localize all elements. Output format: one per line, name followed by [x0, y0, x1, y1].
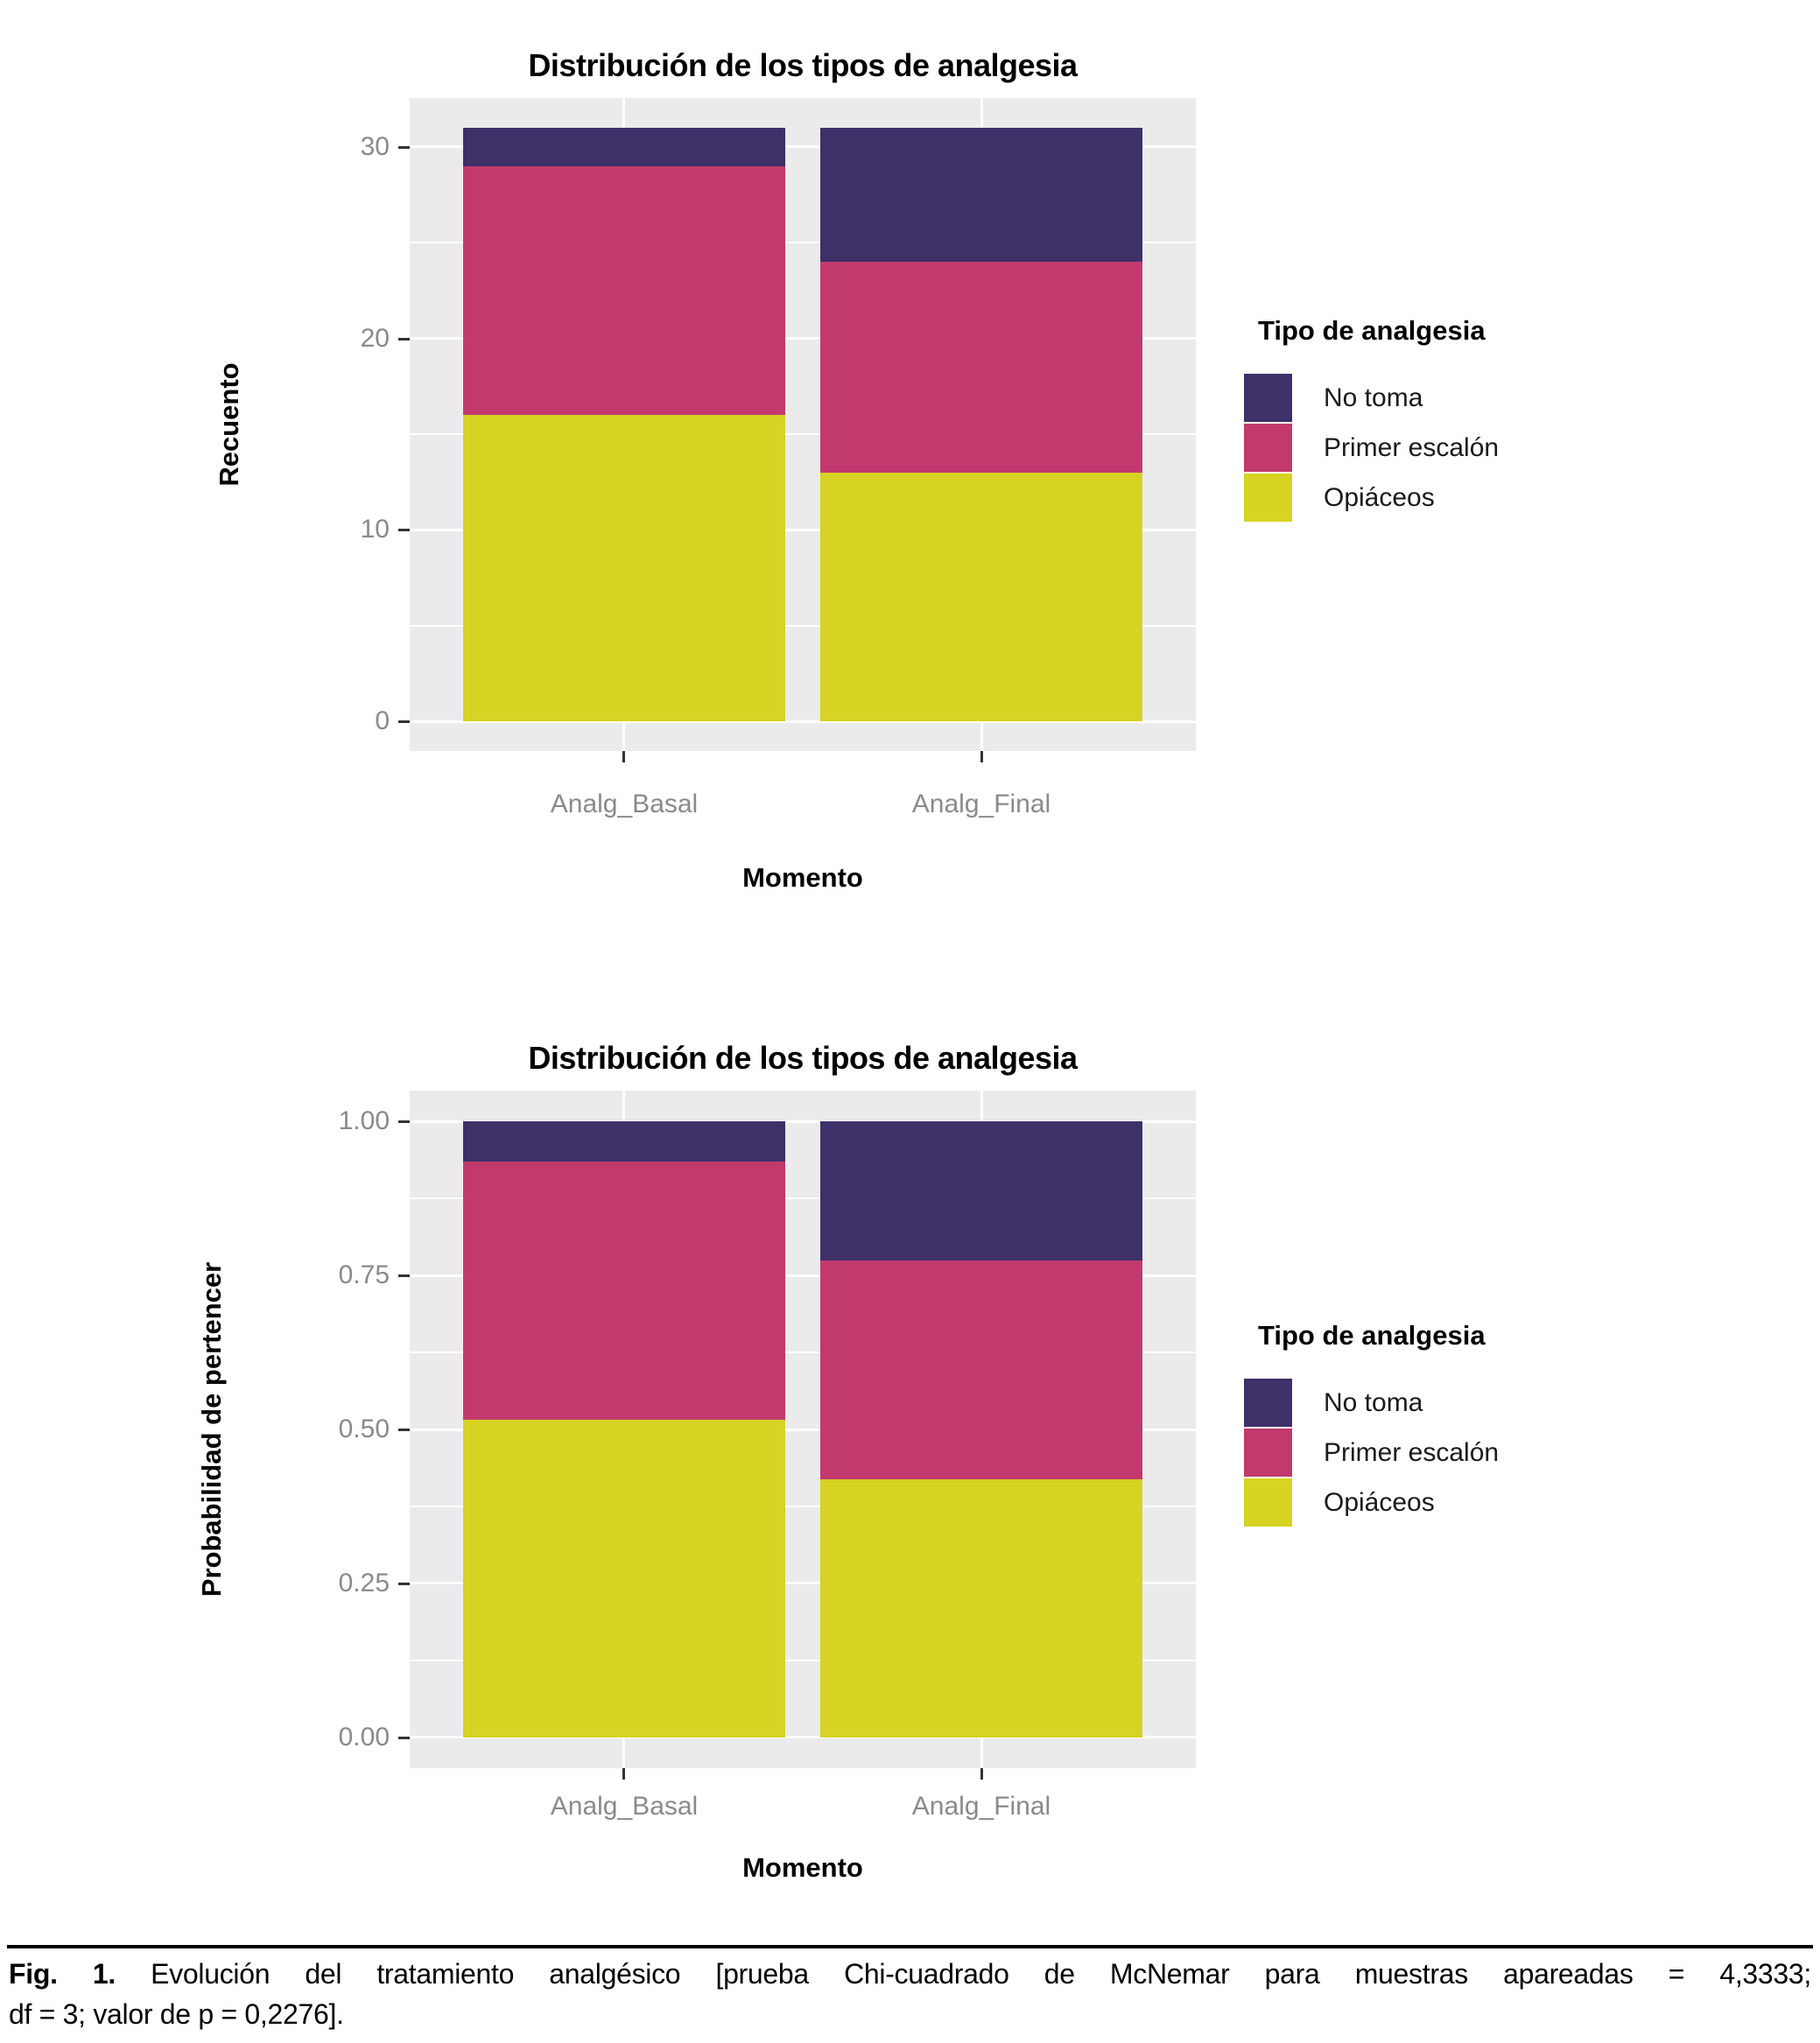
y-tick-mark — [398, 720, 410, 723]
y-tick-label: 10 — [360, 515, 390, 544]
y-tick-label: 0.00 — [338, 1722, 390, 1752]
figure-caption — [9, 1954, 1811, 2034]
x-tick-mark — [980, 751, 983, 762]
x-tick-mark — [622, 751, 625, 762]
chart1-legend — [1244, 315, 1787, 523]
legend-swatch-no-toma — [1244, 374, 1292, 422]
legend-item — [1244, 1478, 1787, 1527]
y-tick-label: 0 — [375, 706, 390, 736]
y-tick-mark — [398, 146, 410, 149]
caption-line-2 — [9, 1994, 1811, 2034]
bar-segment-primer-escal-n — [463, 166, 784, 415]
x-tick-mark — [622, 1768, 625, 1780]
legend-item — [1244, 423, 1787, 473]
bar-segment-opi-ceos — [820, 473, 1142, 721]
chart2-x-label-analg-basal: Analg_Basal — [550, 1792, 699, 1821]
y-tick-label: 20 — [360, 323, 390, 353]
legend-item-label: No toma — [1324, 383, 1423, 412]
caption-divider — [7, 1945, 1813, 1948]
y-tick-label: 0.75 — [338, 1260, 390, 1290]
caption-line-1 — [9, 1954, 1811, 1994]
bar-segment-primer-escal-n — [463, 1162, 784, 1420]
chart2-plot-panel — [410, 1091, 1196, 1768]
bar-segment-no-toma — [820, 128, 1142, 262]
chart2-legend-items — [1244, 1378, 1787, 1527]
chart2-legend — [1244, 1320, 1787, 1527]
chart1-plot-panel — [410, 98, 1196, 751]
legend-item-label: Opiáceos — [1324, 482, 1435, 512]
y-tick-mark — [398, 338, 410, 340]
chart2-x-axis-title: Momento — [742, 1852, 863, 1883]
legend-swatch-no-toma — [1244, 1379, 1292, 1427]
bar-segment-primer-escal-n — [820, 262, 1142, 473]
chart1-x-label-analg-final: Analg_Final — [911, 790, 1051, 818]
legend-item — [1244, 473, 1787, 523]
legend-item — [1244, 373, 1787, 423]
legend-item-label: Primer escalón — [1324, 1437, 1500, 1467]
y-tick-mark — [398, 1429, 410, 1431]
legend-swatch-opi-ceos — [1244, 1478, 1292, 1527]
legend-swatch-primer-escal-n — [1244, 1429, 1292, 1477]
chart1-title: Distribución de los tipos de analgesia — [528, 46, 1078, 83]
x-tick-mark — [980, 1768, 983, 1780]
y-tick-mark — [398, 1737, 410, 1739]
bar-segment-no-toma — [463, 1121, 784, 1161]
chart2-x-label-analg-final: Analg_Final — [911, 1792, 1051, 1821]
legend-item-label: Primer escalón — [1324, 432, 1500, 462]
y-tick-label: 30 — [360, 131, 390, 161]
bar-segment-opi-ceos — [463, 1420, 784, 1738]
caption-text-2: df = 3; valor de p = 0,2276]. — [9, 1998, 344, 2030]
caption-text-1: Evolución del tratamiento analgésico [prueba Chi-cuadrado de McNemar para muestras apareadas = 4,3333; — [151, 1958, 1812, 1990]
bar-segment-no-toma — [820, 1121, 1142, 1260]
y-tick-mark — [398, 1583, 410, 1585]
chart1-x-axis-title: Momento — [742, 862, 863, 893]
legend-item — [1244, 1378, 1787, 1428]
y-tick-mark — [398, 1274, 410, 1277]
bar-segment-opi-ceos — [820, 1479, 1142, 1738]
bar-segment-no-toma — [463, 128, 784, 166]
legend-item — [1244, 1428, 1787, 1478]
y-tick-mark — [398, 529, 410, 531]
chart2-title: Distribución de los tipos de analgesia — [528, 1039, 1078, 1076]
chart1-y-axis-title: Recuento — [214, 362, 244, 487]
y-tick-label: 1.00 — [338, 1106, 390, 1136]
legend-swatch-primer-escal-n — [1244, 424, 1292, 472]
legend-item-label: Opiáceos — [1324, 1487, 1435, 1517]
caption-fig-label: Fig. 1. — [9, 1958, 116, 1990]
legend-swatch-opi-ceos — [1244, 474, 1292, 522]
bar-segment-primer-escal-n — [820, 1260, 1142, 1479]
chart1-legend-items — [1244, 373, 1787, 523]
y-tick-label: 0.25 — [338, 1568, 390, 1597]
chart2-y-axis-title: Probabilidad de pertencer — [196, 1261, 227, 1597]
legend-item-label: No toma — [1324, 1387, 1423, 1417]
chart2-legend-title: Tipo de analgesia — [1258, 1320, 1486, 1351]
y-tick-mark — [398, 1120, 410, 1123]
chart1-legend-title: Tipo de analgesia — [1258, 315, 1486, 346]
y-tick-label: 0.50 — [338, 1415, 390, 1443]
chart1-x-label-analg-basal: Analg_Basal — [550, 790, 699, 818]
bar-segment-opi-ceos — [463, 415, 784, 721]
